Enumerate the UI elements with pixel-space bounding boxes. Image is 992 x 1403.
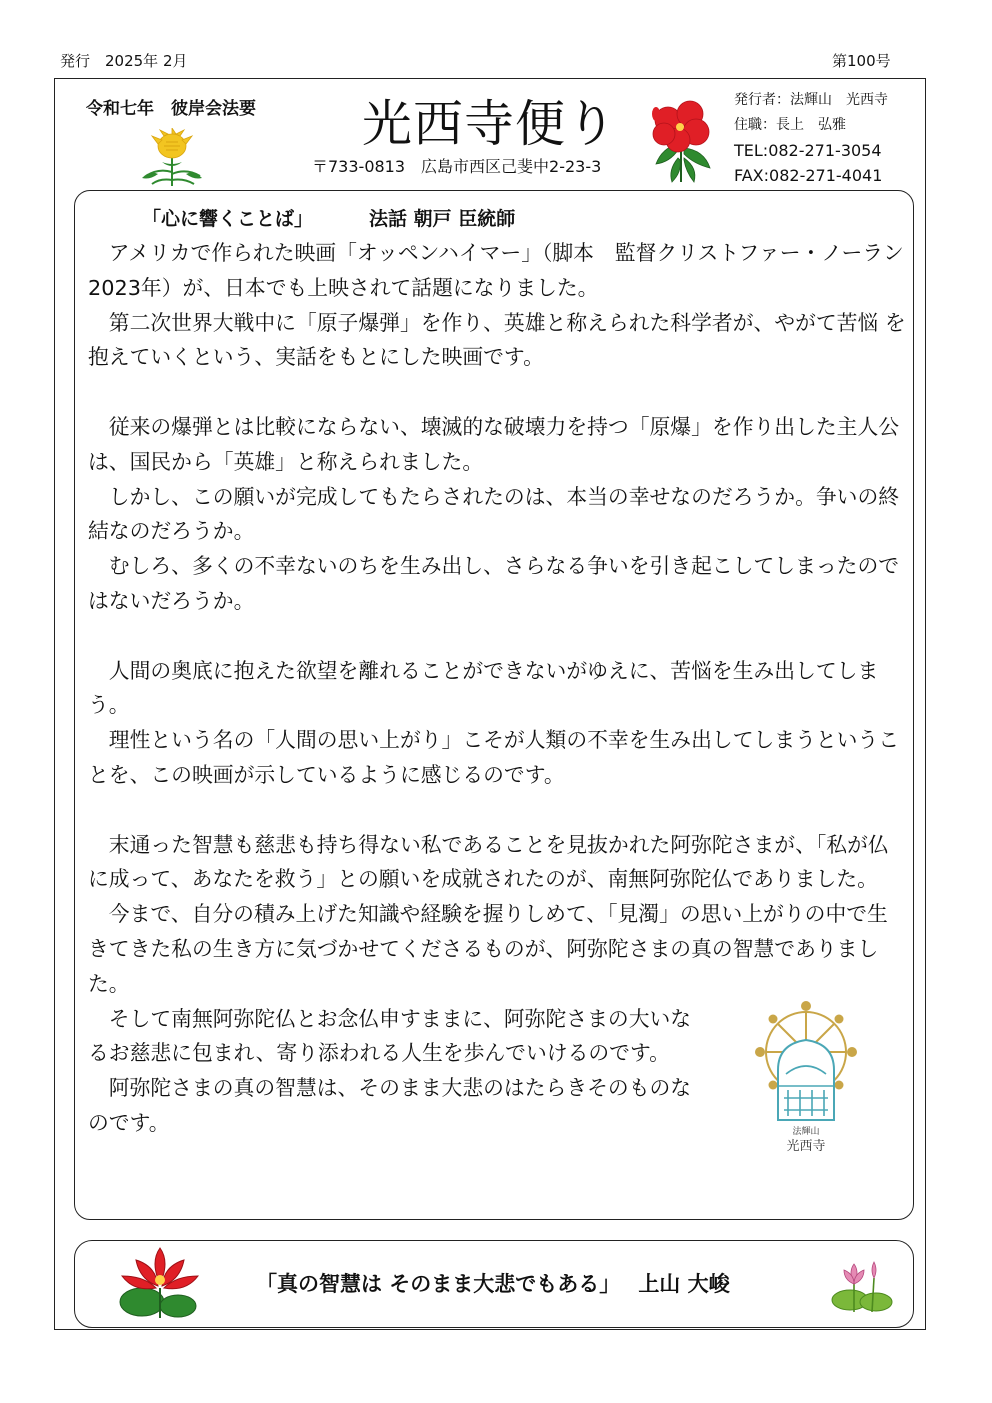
emblem-mountain-name: 法輝山 [792, 1127, 820, 1137]
sermon-series-title: 「心に響くことば」 [142, 208, 314, 230]
paragraph: 末通った智慧も慈悲も持ち得ない私であることを見抜かれた阿弥陀さまが、「私が仏に成って、あなたを救う」との願いを成就されたのが、南無阿弥陀仏でありました。 [88, 832, 889, 892]
paragraph: 人間の奥底に抱えた欲望を離れることができないがゆえに、苦悩を生み出してしまう。 [88, 658, 879, 718]
quote-author: 上山 大峻 [638, 1271, 730, 1296]
emblem-temple-name: 光西寺 [786, 1139, 826, 1154]
paragraph: しかし、この願いが完成してもたらされたのは、本当の幸せなのだろうか。争いの終結なのだろうか。 [88, 484, 900, 544]
paragraph: 阿弥陀さまの真の智慧は、そのまま大悲のはたらきそのものなのです。 [88, 1076, 692, 1135]
temple-wheel-emblem-icon [744, 998, 868, 1158]
paragraph: 第二次世界大戦中に「原子爆弾」を作り、英雄と称えられた科学者が、やがて苦悩 を抱えていくという、実話をもとにした映画です。 [88, 310, 906, 370]
paragraph: そして南無阿弥陀仏とお念仏申すままに、阿弥陀さまの大いなるお慈悲に包まれ、寄り添われる人生を歩んでいけるのです。 [88, 1006, 692, 1066]
paragraph: 従来の爆弾とは比較にならない、壊滅的な破壊力を持つ「原爆」を作り出した主人公は、国民から「英雄」と称えられました。 [88, 414, 900, 474]
newsletter-title: 光西寺便り [362, 95, 617, 153]
closing-quote [256, 1268, 730, 1298]
paragraph-gap [88, 793, 908, 828]
paragraph-gap [88, 619, 908, 654]
temple-address: 〒733-0813 広島市西区己斐中2-23-3 [312, 157, 602, 176]
red-lotus-icon [116, 1244, 202, 1324]
paragraph-gap [88, 375, 908, 410]
red-hibiscus-icon [648, 98, 718, 188]
event-title: 令和七年 彼岸会法要 [86, 99, 256, 119]
paragraph: 今まで、自分の積み上げた知識や経験を握りしめて、「見濁」の思い上がりの中で生きてきた私の生き方に気づかせてくださるものが、阿弥陀さまの真の智慧でありました。 [88, 902, 888, 996]
tel-line: TEL:082-271-3054 [734, 141, 882, 160]
priest-line: 住職：長上 弘雅 [734, 117, 846, 133]
sermon-speaker: 法話 朝戸 臣統師 [369, 208, 516, 230]
fax-line: FAX:082-271-4041 [734, 166, 883, 185]
sermon-heading [142, 204, 515, 231]
publisher-line: 発行者：法輝山 光西寺 [734, 92, 888, 108]
publisher-info [734, 88, 888, 188]
paragraph: むしろ、多くの不幸ないのちを生み出し、さらなる争いを引き起こしてしまったのではないだろうか。 [88, 554, 900, 613]
pink-lotus-icon [830, 1256, 896, 1320]
issue-number: 第100号 [832, 52, 891, 70]
paragraph: 理性という名の「人間の思い上がり」こそが人類の不幸を生み出してしまうということを、この映画が示しているように感じるのです。 [88, 728, 900, 787]
issue-date: 発行 2025年 2月 [60, 52, 188, 70]
paragraph: アメリカで作られた映画「オッペンハイマー」（脚本 監督クリストファー・ノーラン 2023年）が、日本でも上映されて話題になりました。 [88, 241, 925, 300]
yellow-flower-icon [136, 128, 208, 192]
quote-text: 「真の智慧は そのまま大悲でもある」 [256, 1271, 621, 1296]
